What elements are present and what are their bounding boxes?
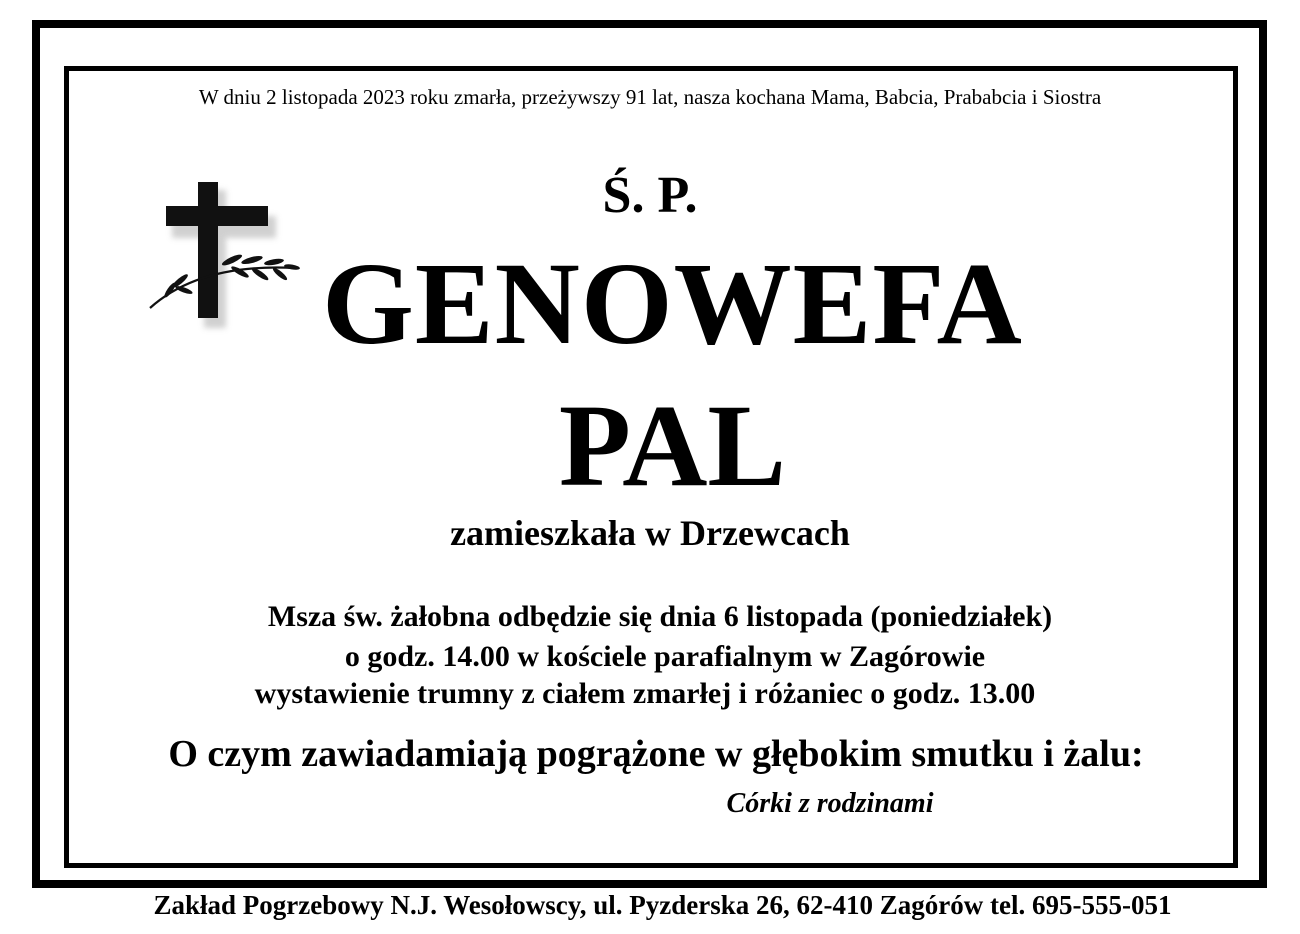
deceased-first-name: GENOWEFA xyxy=(322,238,1023,369)
mass-info-line-1: Msza św. żałobna odbędzie się dnia 6 listopada (poniedziałek) xyxy=(267,600,1053,633)
signoff-text: Córki z rodzinami xyxy=(726,788,934,819)
funeral-home-footer: Zakład Pogrzebowy N.J. Wesołowscy, ul. Pyzderska 26, 62-410 Zagórów tel. 695-555-051 xyxy=(153,890,1172,920)
residence-text: zamieszkała w Drzewcach xyxy=(450,513,850,553)
mass-info-line-3: wystawienie trumny z ciałem zmarłej i różaniec o godz. 13.00 xyxy=(254,677,1036,710)
deceased-surname: PAL xyxy=(558,380,787,511)
mass-info-line-2: o godz. 14.00 w kościele parafialnym w Zagórowie xyxy=(344,640,986,673)
announcement-text: O czym zawiadamiają pogrążone w głębokim smutku i żalu: xyxy=(168,733,1144,775)
death-intro-text: W dniu 2 listopada 2023 roku zmarła, przeżywszy 91 lat, nasza kochana Mama, Babcia, Prababcia i Siostra xyxy=(198,85,1102,109)
honorific-title: Ś. P. xyxy=(602,167,698,224)
